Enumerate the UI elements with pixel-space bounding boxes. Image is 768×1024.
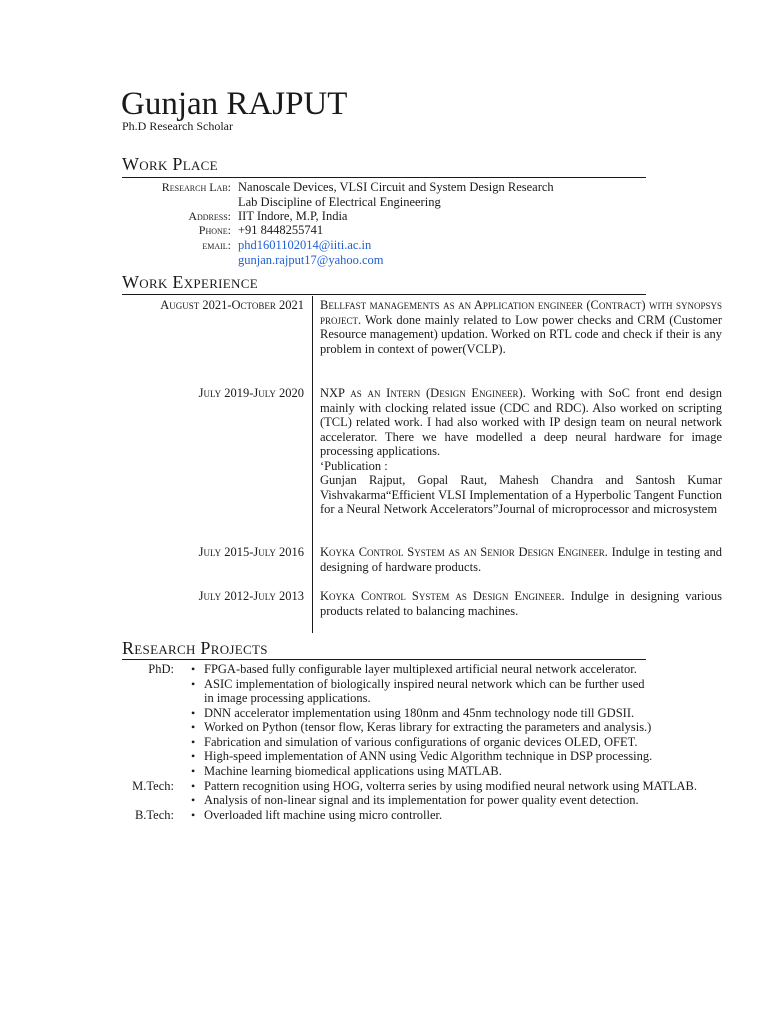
- project-group-label-btech: B.Tech:: [134, 808, 174, 822]
- job-details: Indulge in testing and designing of hardware products.: [320, 545, 722, 574]
- job-details: Work done mainly related to Low power checks and CRM (Customer Resource management) updation. Worked on RTL code and check if their is any problem in context of power(VCLP).: [320, 312, 723, 356]
- label-phone: Phone:: [198, 223, 231, 237]
- research-lab-line-2: Lab Discipline of Electrical Engineering: [238, 195, 441, 209]
- project-item: Fabrication and simulation of various configurations of organic devices OLED, OFET.: [204, 735, 638, 749]
- job-description: [320, 545, 722, 574]
- project-item: Overloaded lift machine using micro controller.: [204, 808, 443, 822]
- job-date: July 2012-July 2013: [198, 589, 304, 603]
- publication-text: Gunjan Rajput, Gopal Raut, Mahesh Chandra and Santosh Kumar Vishvakarma“Efficient VLSI Implementation of a Hyperbolic Tangent Function for a Neural Network Accelerators”Journal of microprocessor and microsystem: [320, 473, 722, 516]
- bullet-icon: •: [191, 793, 196, 807]
- job-description: [320, 298, 722, 356]
- bullet-icon: •: [191, 749, 196, 763]
- bullet-icon: •: [191, 808, 196, 822]
- section-rule-research-projects: [122, 659, 646, 660]
- candidate-name: Gunjan RAJPUT: [121, 86, 348, 122]
- email-link-secondary[interactable]: gunjan.rajput17@yahoo.com: [238, 253, 384, 267]
- job-date: August 2021-October 2021: [160, 298, 304, 312]
- project-item: ASIC implementation of biologically inspired neural network which can be further used: [204, 677, 645, 691]
- project-item: Worked on Python (tensor flow, Keras library for extracting the parameters and analysis.): [204, 720, 652, 734]
- bullet-icon: •: [191, 764, 196, 778]
- label-address: Address:: [188, 209, 231, 223]
- bullet-icon: •: [191, 706, 196, 720]
- job-role: Koyka Control System as an Senior Design Engineer.: [320, 545, 608, 559]
- label-email: email:: [202, 238, 231, 252]
- project-item: Pattern recognition using HOG, volterra series by using modified neural network using MATLAB.: [204, 779, 697, 793]
- project-group-label-mtech: M.Tech:: [132, 779, 174, 793]
- job-role: Koyka Control System as Design Engineer.: [320, 589, 565, 603]
- section-rule-work-place: [122, 177, 646, 178]
- project-item: Analysis of non-linear signal and its implementation for power quality event detection.: [204, 793, 639, 807]
- project-item: FPGA-based fully configurable layer multiplexed artificial neural network accelerator.: [204, 662, 637, 676]
- timeline-divider: [312, 296, 313, 633]
- job-description: [320, 589, 722, 618]
- section-title-research-projects: Research Projects: [122, 638, 268, 658]
- address-value: IIT Indore, M.P, India: [238, 209, 348, 223]
- job-role: NXP as an Intern (Design Engineer).: [320, 386, 526, 400]
- project-item: Machine learning biomedical applications using MATLAB.: [204, 764, 502, 778]
- research-lab-line-1: Nanoscale Devices, VLSI Circuit and System Design Research: [238, 180, 554, 194]
- email-link-primary[interactable]: phd1601102014@iiti.ac.in: [238, 238, 372, 252]
- job-date: July 2015-July 2016: [198, 545, 304, 559]
- project-item-continuation: in image processing applications.: [204, 691, 371, 705]
- job-date: July 2019-July 2020: [198, 386, 304, 400]
- section-title-work-place: Work Place: [122, 154, 218, 174]
- project-group-label-phd: PhD:: [148, 662, 174, 676]
- job-description: [320, 386, 722, 517]
- label-research-lab: Research Lab:: [161, 180, 231, 194]
- project-item: DNN accelerator implementation using 180nm and 45nm technology node till GDSII.: [204, 706, 635, 720]
- job-details: Indulge in designing various products related to balancing machines.: [320, 589, 722, 618]
- bullet-icon: •: [191, 779, 196, 793]
- section-title-work-experience: Work Experience: [122, 272, 258, 292]
- bullet-icon: •: [191, 720, 196, 734]
- candidate-subtitle: Ph.D Research Scholar: [122, 119, 233, 133]
- bullet-icon: •: [191, 735, 196, 749]
- bullet-icon: •: [191, 662, 196, 676]
- project-item: High-speed implementation of ANN using Vedic Algorithm technique in DSP processing.: [204, 749, 653, 763]
- phone-value: +91 8448255741: [238, 223, 324, 237]
- bullet-icon: •: [191, 677, 196, 691]
- section-rule-work-experience: [122, 294, 646, 295]
- publication-heading: ‘Publication :: [320, 458, 388, 473]
- job-details: Working with SoC front end design mainly with clocking related issue (CDC and RDC). Also worked on scripting (TCL) related work. I had also worked with IP design team on neural network accelerator. There we have modelled a deep neural hardware for image processing applications.: [320, 386, 722, 458]
- job-role: Bellfast managements as an Application engineer (Contract) with synopsys project.: [320, 298, 722, 327]
